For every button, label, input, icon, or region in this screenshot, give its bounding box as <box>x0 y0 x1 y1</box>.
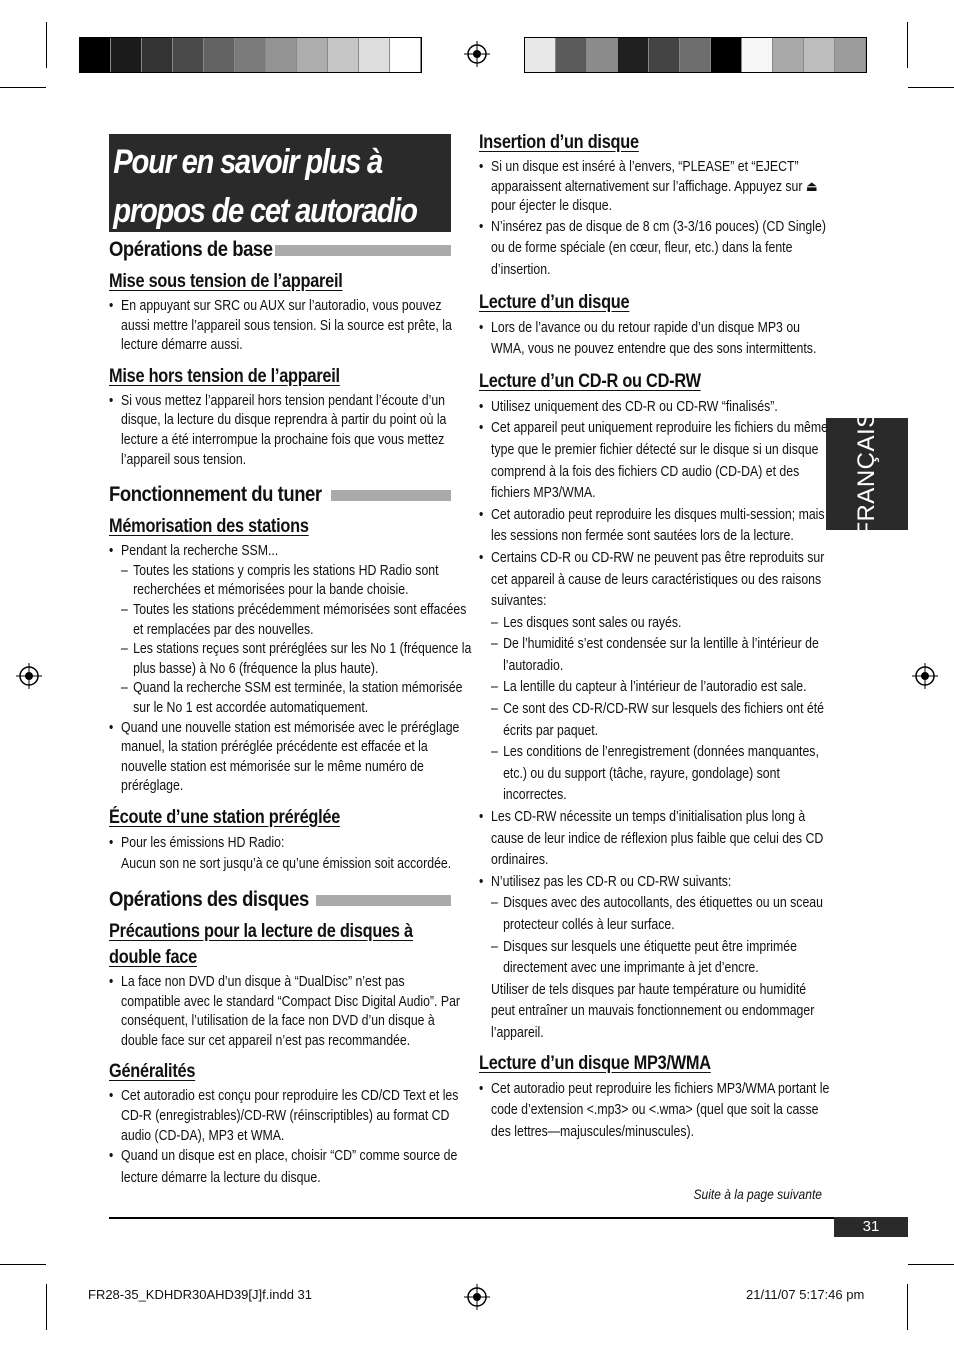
subsection-heading: Lecture d’un disque MP3/WMA <box>479 1052 711 1074</box>
paragraph: Utiliser de tels disques par haute température ou humidité peut entraîner un mauvais fonctionnement ou endommager l’appareil. <box>491 981 815 1041</box>
right-column <box>479 132 830 1143</box>
color-swatch <box>835 38 866 72</box>
subsection-heading: Lecture d’un disque <box>479 291 630 313</box>
subsection-heading: Précautions pour la lecture de disques à <box>109 921 413 943</box>
crop-mark <box>46 1284 47 1330</box>
crop-mark <box>907 1284 908 1330</box>
color-swatch <box>587 38 618 72</box>
page-title <box>109 134 451 232</box>
bullet-item: • N’insérez pas de disque de 8 cm (3-3/16 pouces) (CD Single) ou de forme spéciale (en cœur, fleur, etc.) dans la fente d’insertion. <box>479 217 833 282</box>
bullet-item: • Quand un disque est en place, choisir “CD” comme source de lecture démarre la lecture du disque. <box>109 1146 462 1189</box>
subsection-heading: double face <box>109 947 197 969</box>
color-swatch <box>142 38 173 72</box>
section-bar <box>316 895 451 906</box>
subsection-heading: Généralités <box>109 1061 196 1083</box>
dash-item: – La lentille du capteur à l’intérieur de l’autoradio est sale. <box>479 677 845 699</box>
bullet-item: • Si un disque est inséré à l’envers, “PLEASE” et “EJECT” apparaissent alternativement sur l’affichage. Appuyez sur ⏏ pour éjecter le disque. <box>479 158 833 217</box>
color-swatch <box>266 38 297 72</box>
color-swatch <box>773 38 804 72</box>
dash-item: – Toutes les stations y compris les stations HD Radio sont recherchées et mémorisées pour la bande choisie. <box>109 562 474 601</box>
dash-item: – Disques avec des autocollants, des étiquettes ou un sceau protecteur collés à leur surface. <box>479 893 845 936</box>
color-swatch <box>618 38 649 72</box>
section-heading: Fonctionnement du tuner <box>109 483 451 507</box>
subsection-heading: Insertion d’un disque <box>479 132 639 153</box>
color-swatch <box>80 38 111 72</box>
bullet-item: • Cet autoradio peut reproduire les disques multi-session; mais les sessions non fermée sont sautées lors de la lecture. <box>479 505 833 548</box>
crop-mark <box>46 22 47 68</box>
color-bar-right <box>524 37 867 73</box>
subsection-heading: Mise sous tension de l’appareil <box>109 271 343 292</box>
bullet-item: • Les CD-RW nécessite un temps d’initialisation plus long à cause de leur indice de réflexion plus faible que celui des CD ordinaires. <box>479 807 833 872</box>
dash-item: – Les conditions de l’enregistrement (données manquantes, etc.) ou du support (tâche, rayure, gondolage) sont incorrectes. <box>479 742 845 807</box>
dash-item: – Toutes les stations précédemment mémorisées sont effacées et remplacées par des nouvelles. <box>109 601 474 640</box>
bullet-item: • Pendant la recherche SSM... <box>109 542 462 562</box>
registration-mark-icon <box>16 663 42 689</box>
bullet-item: • N’utilisez pas les CD-R ou CD-RW suivants: <box>479 872 833 894</box>
color-swatch <box>556 38 587 72</box>
registration-mark-icon <box>464 1284 490 1310</box>
paragraph: Aucun son ne sort jusqu’à ce qu’une émission soit accordée. <box>121 856 452 873</box>
bullet-item: • Certains CD-R ou CD-RW ne peuvent pas être reproduits sur cet appareil à cause de leurs caractéristiques ou des raisons suivantes: <box>479 548 833 613</box>
section-bar <box>275 245 451 256</box>
color-swatch <box>711 38 742 72</box>
dash-item: – Disques sur lesquels une étiquette peut être imprimée directement avec une imprimante à jet d’encre. <box>479 937 845 980</box>
color-swatch <box>649 38 680 72</box>
footer-timestamp: 21/11/07 5:17:46 pm <box>746 1287 865 1302</box>
color-swatch <box>297 38 328 72</box>
subsection-heading: Écoute d’une station préréglée <box>109 806 341 828</box>
bullet-item: • Pour les émissions HD Radio: <box>109 833 462 855</box>
continued-note: Suite à la page suivante <box>693 1186 822 1202</box>
color-swatch <box>525 38 556 72</box>
color-swatch <box>804 38 835 72</box>
bullet-item: • Quand une nouvelle station est mémorisée avec le préréglage manuel, la station préréglée précédente est effacée et la nouvelle station est mémorisée sur le même numéro de préréglage. <box>109 719 462 797</box>
section-bar <box>331 490 451 501</box>
dash-item: – Quand la recherche SSM est terminée, la station mémorisée sur le No 1 est accordée automatiquement. <box>109 679 474 718</box>
bullet-item: • La face non DVD d’un disque à “DualDisc” n’est pas compatible avec le standard “Compact Disc Digital Audio”. Par conséquent, l’utilisation de la face non DVD d’un disque à double face sur cet appareil n’est pas recommandée. <box>109 973 462 1051</box>
bullet-item: • Lors de l’avance ou du retour rapide d’un disque MP3 ou WMA, vous ne pouvez entendre que des sons intermittents. <box>479 318 833 361</box>
color-swatch <box>235 38 266 72</box>
dash-item: – Ce sont des CD-R/CD-RW sur lesquels des fichiers ont été écrits par paquet. <box>479 699 845 742</box>
left-column <box>109 238 472 1189</box>
dash-item: – Les stations reçues sont préréglées sur les No 1 (fréquence la plus basse) à No 6 (fréquence la plus haute). <box>109 640 474 679</box>
crop-mark <box>908 87 954 88</box>
color-swatch <box>111 38 142 72</box>
dash-item: – De l’humidité s’est condensée sur la lentille à l’intérieur de l’autoradio. <box>479 634 845 677</box>
section-heading: Opérations de base <box>109 238 451 262</box>
footer-file-info: FR28-35_KDHDR30AHD39[J]f.indd 31 <box>88 1287 312 1302</box>
bullet-item: • Cet appareil peut uniquement reproduire les fichiers du même type que le premier fichier détecté sur le disque si un disque comprend à la fois des fichiers CD audio (CD-DA) et des fichiers MP3/WMA. <box>479 418 833 504</box>
subsection-heading: Lecture d’un CD-R ou CD-RW <box>479 370 701 392</box>
dash-item: – Les disques sont sales ou rayés. <box>479 613 845 635</box>
crop-mark <box>907 22 908 68</box>
crop-mark <box>0 1264 46 1265</box>
bullet-item: • Si vous mettez l’appareil hors tension pendant l’écoute d’un disque, la lecture du disque reprendra à partir du point où la lecture a été interrompue la prochaine fois que vous mettez l’appareil sous tension. <box>109 392 462 470</box>
crop-mark <box>908 1264 954 1265</box>
subsection-heading: Mémorisation des stations <box>109 516 309 538</box>
language-tab-label: FRANÇAIS <box>853 411 880 537</box>
color-swatch <box>328 38 359 72</box>
registration-mark-icon <box>464 41 490 67</box>
crop-mark <box>0 87 46 88</box>
page-number: 31 <box>834 1217 908 1237</box>
language-tab <box>826 411 908 537</box>
footer-rule <box>109 1217 908 1219</box>
bullet-item: • Cet autoradio est conçu pour reproduire les CD/CD Text et les CD-R (enregistrables)/CD-RW (réinscriptibles) au format CD audio (CD-DA), MP3 et WMA. <box>109 1087 462 1146</box>
eject-icon: ⏏ <box>805 178 818 195</box>
color-swatch <box>390 38 421 72</box>
bullet-item: • Cet autoradio peut reproduire les fichiers MP3/WMA portant le code d’extension <.mp3> ou <.wma> (quel que soit la casse des lettres—majuscules/minuscules). <box>479 1079 833 1144</box>
color-swatch <box>680 38 711 72</box>
bullet-item: • Utilisez uniquement des CD-R ou CD-RW “finalisés”. <box>479 397 833 419</box>
color-swatch <box>173 38 204 72</box>
color-swatch <box>359 38 390 72</box>
page-title-line-1: Pour en savoir plus à <box>113 143 382 181</box>
color-swatch <box>742 38 773 72</box>
bullet-item: • En appuyant sur SRC ou AUX sur l’autoradio, vous pouvez aussi mettre l’appareil sous tension. Si la source est prête, la lecture démarre aussi. <box>109 297 462 356</box>
subsection-heading: Mise hors tension de l’appareil <box>109 365 340 387</box>
page-title-line-2: propos de cet autoradio <box>113 192 417 230</box>
section-heading: Opérations des disques <box>109 888 451 912</box>
color-bar-left <box>79 37 422 73</box>
color-swatch <box>204 38 235 72</box>
registration-mark-icon <box>912 663 938 689</box>
